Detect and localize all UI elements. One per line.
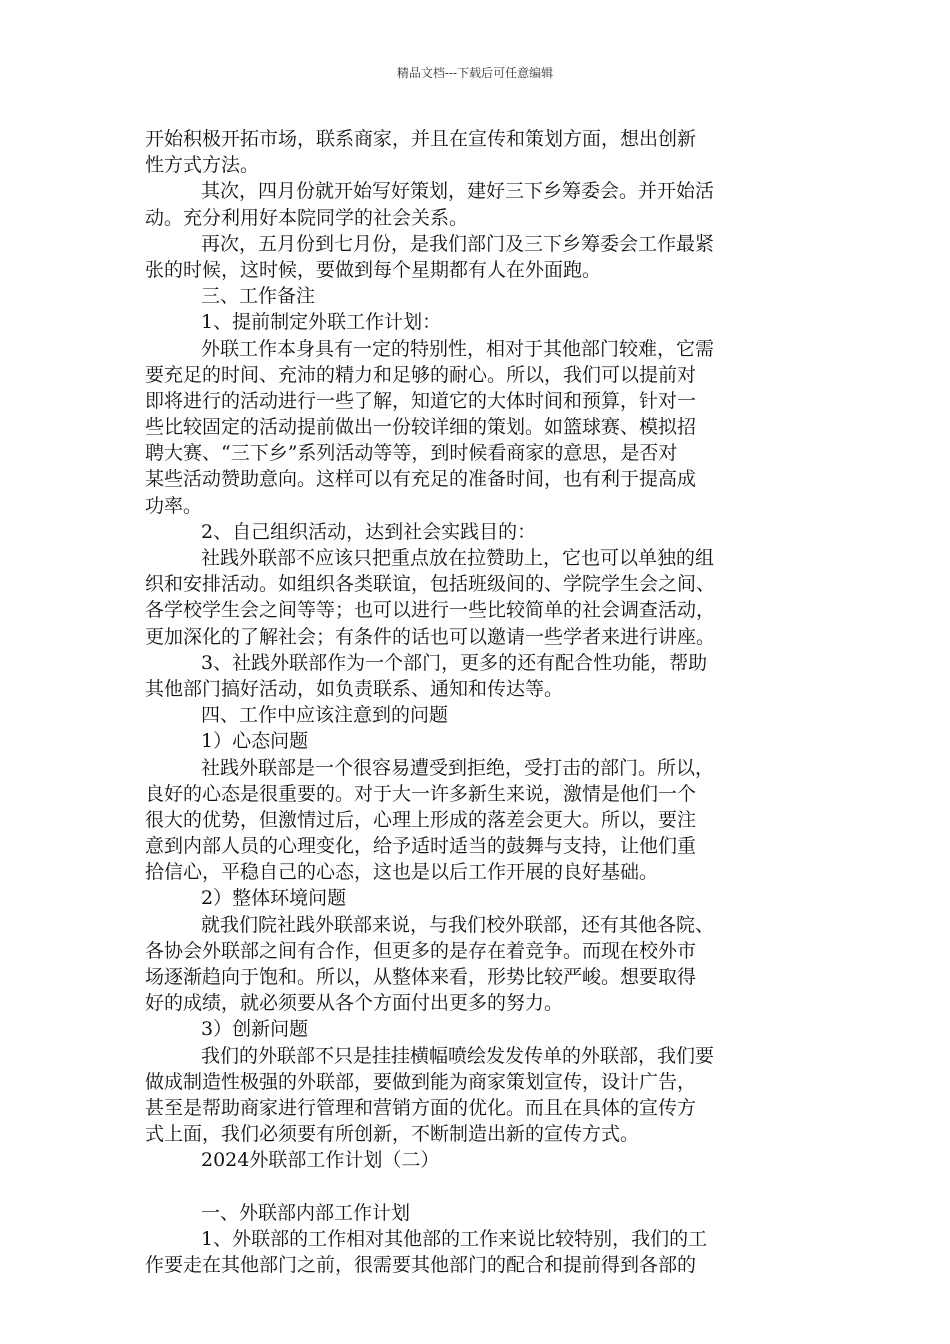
- page-header: 精品文档---下载后可任意编辑: [396, 66, 554, 80]
- text-line: 1、外联部的工作相对其他部的工作来说比较特别，我们的工: [201, 1227, 708, 1250]
- text-line: 聘大赛、“三下乡”系列活动等等，到时候看商家的意思，是否对: [145, 442, 678, 465]
- text-line: 2）整体环境问题: [201, 887, 347, 910]
- text-line: 些比较固定的活动提前做出一份较详细的策划。如篮球赛、模拟招: [145, 416, 697, 439]
- text-line: 很大的优势，但激情过后，心理上形成的落差会更大。所以，要注: [145, 808, 697, 831]
- text-line: 某些活动赞助意向。这样可以有充足的准备时间，也有利于提高成: [145, 468, 697, 491]
- text-line: 即将进行的活动进行一些了解，知道它的大体时间和预算，针对一: [145, 389, 697, 412]
- text-line: 甚至是帮助商家进行管理和营销方面的优化。而且在具体的宣传方: [145, 1096, 697, 1119]
- text-line: 2024外联部工作计划（二）: [201, 1149, 440, 1172]
- blank-line: [145, 1174, 815, 1200]
- text-line: 社践外联部是一个很容易遭受到拒绝，受打击的部门。所以，: [201, 756, 715, 779]
- text-line: 3）创新问题: [201, 1018, 309, 1041]
- text-line: 场逐渐趋向于饱和。所以，从整体来看，形势比较严峻。想要取得: [145, 966, 697, 988]
- text-line: 外联工作本身具有一定的特别性，相对于其他部门较难，它需: [201, 337, 715, 360]
- text-line: 织和安排活动。如组织各类联谊，包括班级间的、学院学生会之间、: [145, 573, 716, 596]
- text-line: 社践外联部不应该只把重点放在拉赞助上，它也可以单独的组: [201, 547, 715, 569]
- text-line: 意到内部人员的心理变化，给予适时适当的鼓舞与支持，让他们重: [145, 835, 697, 858]
- text-line: 一、外联部内部工作计划: [201, 1201, 411, 1224]
- text-line: 良好的心态是很重要的。对于大一许多新生来说，激情是他们一个: [145, 782, 697, 805]
- text-line: 作要走在其他部门之前，很需要其他部门的配合和提前得到各部的: [145, 1254, 697, 1277]
- text-line: 做成制造性极强的外联部，要做到能为商家策划宣传，设计广告，: [145, 1070, 697, 1093]
- text-line: 2、自己组织活动，达到社会实践目的：: [201, 520, 537, 543]
- text-line: 就我们院社践外联部来说，与我们校外联部，还有其他各院、: [201, 913, 715, 936]
- text-line: 我们的外联部不只是挂挂横幅喷绘发发传单的外联部，我们要: [201, 1044, 715, 1067]
- text-line: 1）心态问题: [201, 730, 309, 753]
- text-line: 开始积极开拓市场，联系商家，并且在宣传和策划方面，想出创新: [145, 128, 697, 150]
- text-line: 再次，五月份到七月份，是我们部门及三下乡筹委会工作最紧: [201, 232, 715, 255]
- text-line: 其他部门搞好活动，如负责联系、通知和传达等。: [145, 677, 564, 700]
- text-line: 1、提前制定外联工作计划：: [201, 311, 442, 334]
- text-line: 各学校学生会之间等等；也可以进行一些比较简单的社会调查活动，: [145, 599, 716, 622]
- text-line: 功率。: [145, 494, 203, 517]
- text-line: 三、工作备注: [201, 285, 316, 308]
- text-line: 要充足的时间、充沛的精力和足够的耐心。所以，我们可以提前对: [145, 363, 697, 386]
- text-line: 其次，四月份就开始写好策划，建好三下乡筹委会。并开始活: [201, 180, 715, 203]
- text-line: 性方式方法。: [145, 154, 260, 177]
- text-line: 式上面，我们必须要有所创新，不断制造出新的宣传方式。: [145, 1123, 640, 1146]
- text-line: 好的成绩，就必须要从各个方面付出更多的努力。: [145, 992, 564, 1015]
- document-body: [145, 126, 815, 1278]
- text-line: 张的时候，这时候，要做到每个星期都有人在外面跑。: [145, 258, 602, 281]
- text-line: 四、工作中应该注意到的问题: [201, 704, 449, 727]
- text-line: 拾信心，平稳自己的心态，这也是以后工作开展的良好基础。: [145, 861, 659, 884]
- text-line: 更加深化的了解社会；有条件的话也可以邀请一些学者来进行讲座。: [145, 625, 716, 648]
- text-line: 动。充分利用好本院同学的社会关系。: [145, 206, 469, 229]
- text-line: 各协会外联部之间有合作，但更多的是存在着竞争。而现在校外市: [145, 939, 697, 962]
- text-line: 3、社践外联部作为一个部门，更多的还有配合性功能，帮助: [201, 651, 708, 674]
